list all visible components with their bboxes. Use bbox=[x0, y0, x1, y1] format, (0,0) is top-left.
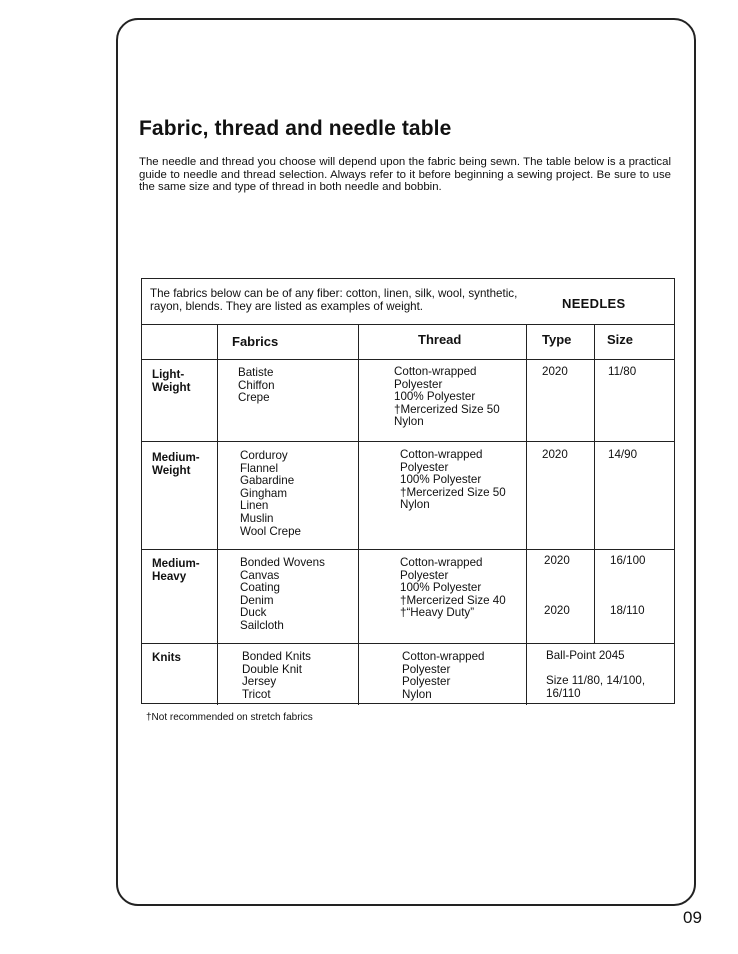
fabrics-light-weight: Batiste Chiffon Crepe bbox=[238, 366, 275, 405]
col-header-thread: Thread bbox=[418, 332, 462, 347]
category-light-weight: Light- Weight bbox=[152, 368, 191, 394]
type-medium-heavy-1: 2020 bbox=[544, 554, 570, 567]
divider-row2 bbox=[142, 549, 674, 550]
table-note: The fabrics below can be of any fiber: cotton, linen, silk, wool, synthetic, rayon, blends. They are listed as examples of weight. bbox=[150, 287, 518, 313]
threads-light-weight: Cotton-wrapped Polyester 100% Polyester †Mercerized Size 50 Nylon bbox=[394, 365, 500, 429]
col-header-type: Type bbox=[542, 332, 572, 347]
divider-col1 bbox=[217, 324, 218, 705]
divider-row3 bbox=[142, 643, 674, 644]
type-light-weight: 2020 bbox=[542, 365, 568, 378]
category-knits: Knits bbox=[152, 651, 181, 664]
size-medium-weight: 14/90 bbox=[608, 448, 638, 461]
category-medium-heavy: Medium- Heavy bbox=[152, 557, 200, 583]
divider-col3 bbox=[526, 324, 527, 705]
intro-paragraph: The needle and thread you choose will depend upon the fabric being sewn. The table below is a practical guide to needle and thread selection. Always refer to it before beginning a sewing project. Be sure to use the same size and type of thread in both needle and bobbin. bbox=[139, 156, 671, 194]
fabrics-knits: Bonded Knits Double Knit Jersey Tricot bbox=[242, 650, 311, 701]
category-medium-weight: Medium- Weight bbox=[152, 451, 200, 477]
divider-col2 bbox=[358, 324, 359, 705]
fabric-thread-needle-table bbox=[141, 278, 675, 704]
size-medium-heavy-1: 16/100 bbox=[610, 554, 646, 567]
col-header-fabrics: Fabrics bbox=[232, 334, 279, 349]
needles-header: NEEDLES bbox=[562, 296, 626, 311]
type-medium-heavy-2: 2020 bbox=[544, 604, 570, 617]
footnote: †Not recommended on stretch fabrics bbox=[146, 712, 313, 723]
threads-knits: Cotton-wrapped Polyester Polyester Nylon bbox=[402, 650, 485, 701]
size-light-weight: 11/80 bbox=[608, 365, 637, 378]
size-medium-heavy-2: 18/110 bbox=[610, 604, 645, 617]
page-title: Fabric, thread and needle table bbox=[139, 117, 452, 140]
needle-type-knits: Ball-Point 2045 bbox=[546, 649, 625, 662]
divider-row1 bbox=[142, 441, 674, 442]
col-header-size: Size bbox=[607, 332, 634, 347]
page-number: 09 bbox=[683, 908, 702, 927]
threads-medium-heavy: Cotton-wrapped Polyester 100% Polyester †Mercerized Size 40 †“Heavy Duty” bbox=[400, 556, 506, 620]
fabrics-medium-heavy: Bonded Wovens Canvas Coating Denim Duck Sailcloth bbox=[240, 556, 325, 632]
needle-sizes-knits: Size 11/80, 14/100, 16/110 bbox=[546, 674, 646, 700]
type-medium-weight: 2020 bbox=[542, 448, 568, 461]
divider-col4 bbox=[594, 324, 595, 643]
fabrics-medium-weight: Corduroy Flannel Gabardine Gingham Linen Muslin Wool Crepe bbox=[240, 449, 302, 538]
threads-medium-weight: Cotton-wrapped Polyester 100% Polyester †Mercerized Size 50 Nylon bbox=[400, 448, 506, 512]
